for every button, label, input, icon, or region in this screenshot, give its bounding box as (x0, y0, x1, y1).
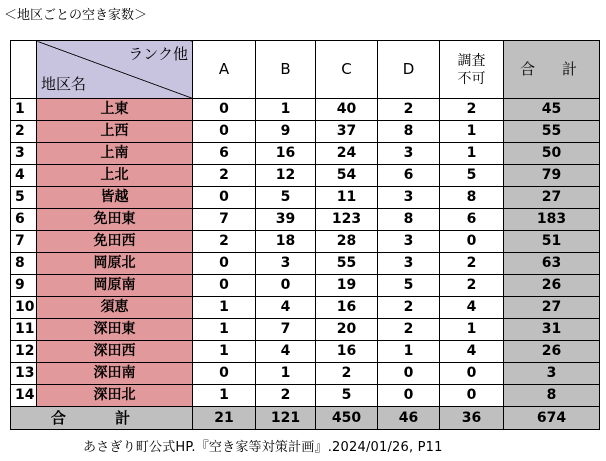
row-number: 11 (11, 319, 37, 341)
table-row (11, 165, 600, 187)
cell-a: 1 (193, 297, 256, 319)
cell-c: 28 (316, 231, 378, 253)
row-number: 3 (11, 143, 37, 165)
total-grand: 674 (504, 407, 600, 430)
cell-c: 55 (316, 253, 378, 275)
table-row (11, 363, 600, 385)
total-b: 121 (256, 407, 316, 430)
cell-uninvestigable: 6 (440, 209, 504, 231)
cell-total: 8 (504, 385, 600, 407)
cell-uninvestigable: 0 (440, 385, 504, 407)
cell-a: 0 (193, 275, 256, 297)
total-label: 合 計 (11, 407, 193, 430)
cell-a: 1 (193, 341, 256, 363)
cell-total: 26 (504, 275, 600, 297)
table-row (11, 385, 600, 407)
corner-rank-label: ランク他 (128, 45, 188, 63)
cell-total: 26 (504, 341, 600, 363)
cell-d: 2 (378, 99, 440, 121)
cell-d: 6 (378, 165, 440, 187)
cell-uninvestigable: 8 (440, 187, 504, 209)
cell-c: 54 (316, 165, 378, 187)
header-a: A (193, 41, 256, 99)
cell-d: 2 (378, 297, 440, 319)
row-number: 9 (11, 275, 37, 297)
district-name: 深田北 (37, 385, 193, 407)
cell-a: 1 (193, 319, 256, 341)
total-d: 46 (378, 407, 440, 430)
row-number: 8 (11, 253, 37, 275)
cell-total: 63 (504, 253, 600, 275)
header-c: C (316, 41, 378, 99)
cell-total: 27 (504, 297, 600, 319)
cell-a: 0 (193, 99, 256, 121)
cell-a: 7 (193, 209, 256, 231)
district-name: 須恵 (37, 297, 193, 319)
table-row (11, 99, 600, 121)
cell-c: 123 (316, 209, 378, 231)
cell-d: 3 (378, 231, 440, 253)
district-name: 上西 (37, 121, 193, 143)
cell-b: 9 (256, 121, 316, 143)
district-name: 岡原南 (37, 275, 193, 297)
cell-total: 79 (504, 165, 600, 187)
vacant-house-table (10, 40, 600, 430)
header-total: 合 計 (504, 41, 600, 99)
district-name: 上東 (37, 99, 193, 121)
total-a: 21 (193, 407, 256, 430)
cell-b: 18 (256, 231, 316, 253)
table-row (11, 297, 600, 319)
cell-c: 16 (316, 341, 378, 363)
cell-uninvestigable: 2 (440, 253, 504, 275)
header-row (11, 41, 600, 99)
row-number: 1 (11, 99, 37, 121)
cell-uninvestigable: 2 (440, 99, 504, 121)
table-row (11, 319, 600, 341)
district-name: 深田南 (37, 363, 193, 385)
cell-uninvestigable: 2 (440, 275, 504, 297)
cell-total: 55 (504, 121, 600, 143)
cell-d: 8 (378, 209, 440, 231)
district-name: 深田西 (37, 341, 193, 363)
table-row (11, 231, 600, 253)
row-number: 5 (11, 187, 37, 209)
source-caption: あさぎり町公式HP.『空き家等対策計画』.2024/01/26, P11 (83, 440, 443, 455)
header-uninvestigable: 調査 不可 (440, 41, 504, 99)
cell-c: 11 (316, 187, 378, 209)
corner-header (37, 41, 193, 99)
total-row (11, 407, 600, 430)
table-row (11, 341, 600, 363)
cell-b: 16 (256, 143, 316, 165)
cell-uninvestigable: 0 (440, 231, 504, 253)
cell-total: 3 (504, 363, 600, 385)
cell-total: 50 (504, 143, 600, 165)
district-name: 深田東 (37, 319, 193, 341)
cell-b: 4 (256, 341, 316, 363)
cell-c: 5 (316, 385, 378, 407)
district-name: 岡原北 (37, 253, 193, 275)
cell-c: 24 (316, 143, 378, 165)
header-rownum (11, 41, 37, 99)
cell-a: 0 (193, 187, 256, 209)
corner-district-label: 地区名 (41, 75, 87, 93)
table-row (11, 253, 600, 275)
row-number: 2 (11, 121, 37, 143)
total-uninvestigable: 36 (440, 407, 504, 430)
cell-total: 51 (504, 231, 600, 253)
cell-c: 2 (316, 363, 378, 385)
district-name: 免田東 (37, 209, 193, 231)
cell-d: 5 (378, 275, 440, 297)
cell-c: 20 (316, 319, 378, 341)
cell-uninvestigable: 1 (440, 121, 504, 143)
row-number: 7 (11, 231, 37, 253)
total-c: 450 (316, 407, 378, 430)
cell-b: 1 (256, 99, 316, 121)
cell-d: 3 (378, 253, 440, 275)
cell-b: 2 (256, 385, 316, 407)
table-row (11, 187, 600, 209)
cell-d: 3 (378, 143, 440, 165)
header-b: B (256, 41, 316, 99)
table-row (11, 275, 600, 297)
cell-uninvestigable: 5 (440, 165, 504, 187)
cell-d: 0 (378, 363, 440, 385)
cell-a: 1 (193, 385, 256, 407)
cell-c: 37 (316, 121, 378, 143)
cell-b: 7 (256, 319, 316, 341)
cell-a: 2 (193, 165, 256, 187)
cell-uninvestigable: 4 (440, 297, 504, 319)
cell-a: 0 (193, 363, 256, 385)
page-title: ＜地区ごとの空き家数＞ (4, 8, 148, 23)
cell-d: 8 (378, 121, 440, 143)
cell-b: 12 (256, 165, 316, 187)
cell-d: 0 (378, 385, 440, 407)
row-number: 6 (11, 209, 37, 231)
cell-uninvestigable: 4 (440, 341, 504, 363)
table-row (11, 209, 600, 231)
cell-a: 0 (193, 121, 256, 143)
district-name: 免田西 (37, 231, 193, 253)
cell-d: 1 (378, 341, 440, 363)
cell-b: 1 (256, 363, 316, 385)
cell-d: 3 (378, 187, 440, 209)
cell-uninvestigable: 1 (440, 143, 504, 165)
district-name: 上北 (37, 165, 193, 187)
cell-b: 3 (256, 253, 316, 275)
row-number: 10 (11, 297, 37, 319)
district-name: 皆越 (37, 187, 193, 209)
cell-a: 2 (193, 231, 256, 253)
cell-uninvestigable: 0 (440, 363, 504, 385)
cell-a: 6 (193, 143, 256, 165)
cell-b: 39 (256, 209, 316, 231)
cell-b: 0 (256, 275, 316, 297)
cell-b: 5 (256, 187, 316, 209)
cell-d: 2 (378, 319, 440, 341)
cell-c: 19 (316, 275, 378, 297)
cell-a: 0 (193, 253, 256, 275)
district-name: 上南 (37, 143, 193, 165)
header-d: D (378, 41, 440, 99)
table-row (11, 121, 600, 143)
row-number: 13 (11, 363, 37, 385)
cell-c: 40 (316, 99, 378, 121)
row-number: 14 (11, 385, 37, 407)
row-number: 4 (11, 165, 37, 187)
cell-total: 27 (504, 187, 600, 209)
cell-uninvestigable: 1 (440, 319, 504, 341)
cell-total: 45 (504, 99, 600, 121)
table-row (11, 143, 600, 165)
cell-total: 31 (504, 319, 600, 341)
cell-b: 4 (256, 297, 316, 319)
cell-c: 16 (316, 297, 378, 319)
row-number: 12 (11, 341, 37, 363)
cell-total: 183 (504, 209, 600, 231)
